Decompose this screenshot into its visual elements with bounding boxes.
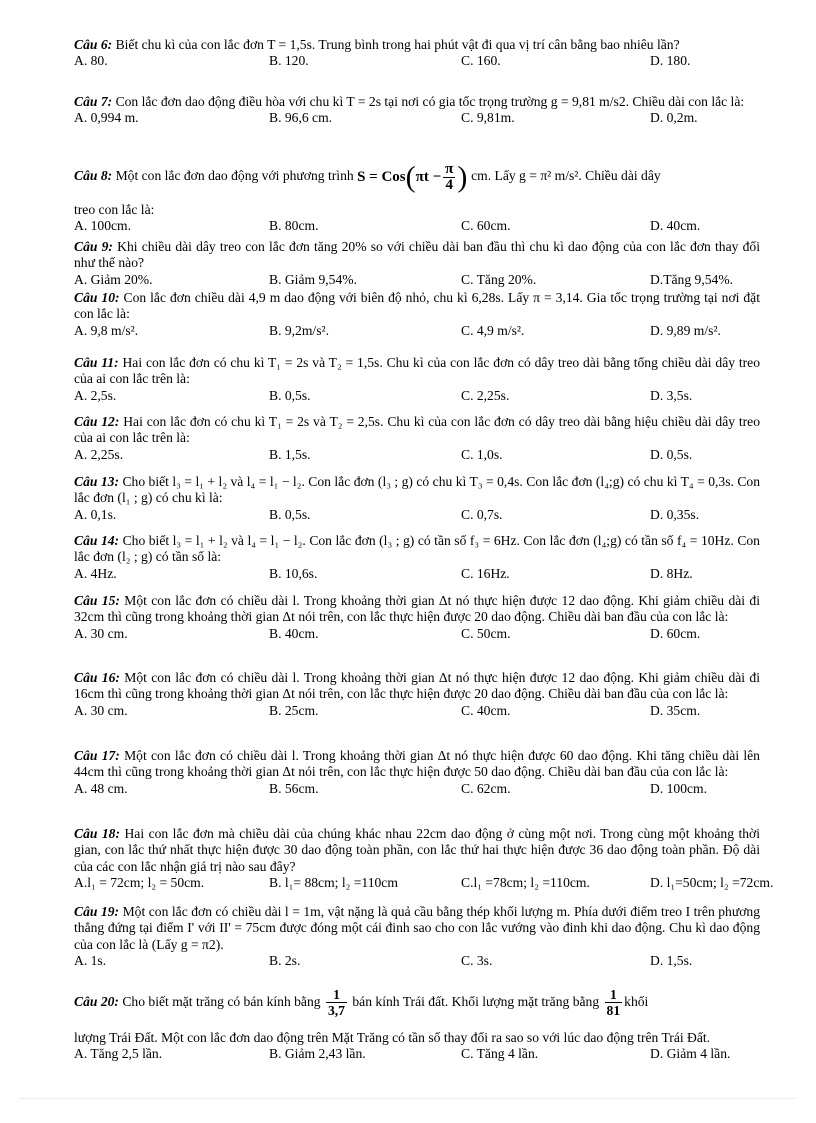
option-b: B. Giảm 2,43 lần. bbox=[269, 1046, 366, 1062]
option-b: B. 120. bbox=[269, 53, 309, 69]
question-stem: Cho biết l₃ = l₁ + l₂ và l₄ = l₁ − l₂. Con lắc đơn (l₃ ; g) có tần số f₃ = 6Hz. Con lắc đơn (l₄;g) có tần số f₄ = 10Hz. Con lắc đơn (l₂ ; g) có tần số là: bbox=[74, 533, 760, 565]
question-20 bbox=[74, 982, 760, 1063]
option-d: D. 35cm. bbox=[650, 702, 701, 718]
question-stem: Hai con lắc đơn có chu kì T₁ = 2s và T₂ = 1,5s. Chu kì của con lắc đơn có dây treo dài bằng tổng chiều dài dây treo của ai con lắc trên là: bbox=[74, 355, 760, 387]
question-19 bbox=[74, 904, 760, 970]
option-d: D. 180. bbox=[650, 53, 691, 69]
question-stem: Hai con lắc đơn mà chiều dài của chúng khác nhau 22cm dao động ở cùng một nơi. Trong cùng một khoảng thời gian, con lắc thứ nhất thực hiện được 30 dao động toàn phần, con lắc thứ hai thực hiện được 36 dao động toàn phần. Độ dài của các con lắc nhận giá trị nào sau đây? bbox=[74, 826, 760, 874]
option-b: B. 56cm. bbox=[269, 780, 319, 796]
option-c: C. 1,0s. bbox=[461, 446, 503, 462]
option-c: C. 4,9 m/s². bbox=[461, 322, 525, 338]
option-b: B. Giảm 9,54%. bbox=[269, 271, 357, 287]
question-label: Câu 12: bbox=[74, 414, 120, 429]
answer-options bbox=[74, 875, 774, 891]
fraction-denominator: 4 bbox=[445, 176, 454, 193]
question-stem-cont: cm. Lấy g = π² m/s². Chiều dài dây bbox=[471, 168, 661, 183]
option-a: A. 48 cm. bbox=[74, 780, 128, 796]
question-stem: Khi chiều dài dây treo con lắc đơn tăng 20% so với chiều dài ban đầu thì chu kì dao động của con lắc đơn thay đổi như thế nào? bbox=[74, 239, 760, 271]
answer-options bbox=[74, 566, 760, 582]
question-label: Câu 8: bbox=[74, 168, 113, 183]
option-a: A. 0,994 m. bbox=[74, 110, 139, 126]
option-c: C. 16Hz. bbox=[461, 565, 510, 581]
question-label: Câu 18: bbox=[74, 826, 121, 841]
option-d: D. 3,5s. bbox=[650, 387, 693, 403]
fraction-numerator: 1 bbox=[605, 987, 623, 1003]
option-d: D. 8Hz. bbox=[650, 565, 693, 581]
formula-mid: πt − bbox=[415, 168, 442, 185]
question-16 bbox=[74, 670, 760, 719]
answer-options bbox=[74, 781, 760, 797]
option-b: B. 40cm. bbox=[269, 625, 319, 641]
option-b: B. 10,6s. bbox=[269, 565, 318, 581]
question-7 bbox=[74, 94, 760, 127]
option-a: A.l₁ = 72cm; l₂ = 50cm. bbox=[74, 875, 205, 891]
question-stem-cont2: khối bbox=[624, 994, 649, 1009]
question-stem: Con lắc đơn dao động điều hòa với chu kì T = 2s tại nơi có gia tốc trọng trường g = 9,81 m/s2. Chiều dài con lắc là: bbox=[115, 94, 745, 109]
fraction-denominator: 3,7 bbox=[327, 1003, 345, 1019]
option-a: A. 100cm. bbox=[74, 218, 132, 234]
question-stem-cont3: lượng Trái Đất. Một con lắc đơn dao động trên Mặt Trăng có tần số thay đổi ra sao so với lúc dao động trên Trái Đất. bbox=[74, 1030, 711, 1045]
option-c: C. 40cm. bbox=[461, 702, 511, 718]
option-c: C. 0,7s. bbox=[461, 506, 503, 522]
question-9 bbox=[74, 239, 760, 288]
fraction-moon-mass bbox=[605, 987, 623, 1018]
option-c: C. 9,81m. bbox=[461, 110, 515, 126]
answer-options bbox=[74, 703, 760, 719]
question-stem: Một con lắc đơn dao động với phương trình bbox=[115, 168, 354, 183]
question-stem-cont: bán kính Trái đất. Khối lượng mặt trăng bằng bbox=[352, 994, 600, 1009]
option-c: C. 50cm. bbox=[461, 625, 511, 641]
option-a: A. 4Hz. bbox=[74, 565, 117, 581]
paren-open: ( bbox=[405, 160, 416, 194]
question-12 bbox=[74, 414, 760, 463]
formula-lhs: S = Cos bbox=[357, 168, 406, 185]
option-c: C. Tăng 4 lần. bbox=[461, 1046, 539, 1062]
fraction-numerator: 1 bbox=[326, 987, 347, 1003]
formula bbox=[357, 160, 471, 194]
question-label: Câu 11: bbox=[74, 355, 119, 370]
option-d: D. 100cm. bbox=[650, 780, 708, 796]
question-label: Câu 17: bbox=[74, 748, 120, 763]
option-c: C. 60cm. bbox=[461, 218, 511, 234]
fraction bbox=[443, 162, 455, 193]
option-b: B. 25cm. bbox=[269, 702, 319, 718]
option-a: A. 2,5s. bbox=[74, 387, 117, 403]
question-stem: Một con lắc đơn có chiều dài l. Trong khoảng thời gian Δt nó thực hiện được 12 dao động. Khi giảm chiều dài đi 32cm thì cũng trong khoảng thời gian Δt nói trên, con lắc thực hiện được 20 dao động. Chiều dài ban đầu của con lắc là: bbox=[74, 593, 760, 625]
answer-options bbox=[74, 953, 760, 969]
answer-options bbox=[74, 447, 760, 463]
option-d: D. 0,5s. bbox=[650, 446, 693, 462]
option-c: C. 62cm. bbox=[461, 780, 511, 796]
option-a: A. 0,1s. bbox=[74, 506, 117, 522]
question-11 bbox=[74, 355, 760, 404]
question-stem: Biết chu kì của con lắc đơn T = 1,5s. Trung bình trong hai phút vật đi qua vị trí cân bằng bao nhiêu lần? bbox=[115, 37, 680, 52]
question-label: Câu 16: bbox=[74, 670, 120, 685]
question-label: Câu 14: bbox=[74, 533, 120, 548]
option-c: C.l₁ =78cm; l₂ =110cm. bbox=[461, 875, 590, 891]
option-a: A. 2,25s. bbox=[74, 446, 124, 462]
question-label: Câu 13: bbox=[74, 474, 119, 489]
question-label: Câu 20: bbox=[74, 994, 119, 1009]
question-6 bbox=[74, 37, 760, 70]
question-stem: Một con lắc đơn có chiều dài l = 1m, vật nặng là quả cầu bằng thép khối lượng m. Phía dưới điểm treo I trên phương thẳng đứng tại điểm I' với II' = 75cm được đóng một cái đinh sao cho con lắc vướng vào đinh khi dao động. Chu kì dao động của con lắc là (Lấy g = π2). bbox=[74, 904, 760, 952]
fraction-moon-radius bbox=[326, 987, 347, 1018]
option-a: A. 1s. bbox=[74, 953, 107, 969]
question-17 bbox=[74, 748, 760, 797]
page-footer-divider bbox=[20, 1098, 796, 1099]
option-a: A. 30 cm. bbox=[74, 702, 128, 718]
option-c: C. 3s. bbox=[461, 953, 493, 969]
option-b: B. 9,2m/s². bbox=[269, 322, 329, 338]
answer-options bbox=[74, 388, 760, 404]
answer-options bbox=[74, 53, 760, 69]
option-b: B. 1,5s. bbox=[269, 446, 311, 462]
option-d: D. 0,35s. bbox=[650, 506, 700, 522]
option-b: B. l₁= 88cm; l₂ =110cm bbox=[269, 875, 398, 891]
question-stem: Cho biết l₃ = l₁ + l₂ và l₄ = l₁ − l₂. Con lắc đơn (l₃ ; g) có chu kì T₃ = 0,4s. Con lắc đơn (l₄;g) có chu kì T₄ = 0,3s. Con lắc đơn (l₁ ; g) có chu kì là: bbox=[74, 474, 760, 506]
answer-options bbox=[74, 1046, 760, 1062]
answer-options bbox=[74, 507, 760, 523]
option-d: D. 1,5s. bbox=[650, 953, 693, 969]
question-label: Câu 7: bbox=[74, 94, 113, 109]
question-label: Câu 19: bbox=[74, 904, 120, 919]
answer-options bbox=[74, 110, 760, 126]
question-label: Câu 6: bbox=[74, 37, 113, 52]
question-14 bbox=[74, 533, 760, 582]
question-stem-cont2: treo con lắc là: bbox=[74, 202, 155, 217]
question-stem: Con lắc đơn chiều dài 4,9 m dao động với biên độ nhỏ, chu kì 6,28s. Lấy π = 3,14. Gia tốc trọng trường tại nơi đặt con lắc là: bbox=[74, 290, 760, 322]
answer-options bbox=[74, 218, 760, 234]
option-b: B. 80cm. bbox=[269, 218, 319, 234]
question-label: Câu 15: bbox=[74, 593, 120, 608]
question-15 bbox=[74, 593, 760, 642]
option-d: D. 40cm. bbox=[650, 218, 701, 234]
fraction-numerator: π bbox=[445, 160, 454, 177]
option-d: D. 0,2m. bbox=[650, 110, 698, 126]
option-a: A. 80. bbox=[74, 53, 108, 69]
option-d: D. Giảm 4 lần. bbox=[650, 1046, 731, 1062]
option-a: A. 30 cm. bbox=[74, 625, 128, 641]
option-c: C. 2,25s. bbox=[461, 387, 510, 403]
option-a: A. Tăng 2,5 lần. bbox=[74, 1046, 163, 1062]
option-b: B. 96,6 cm. bbox=[269, 110, 333, 126]
option-d: D.Tăng 9,54%. bbox=[650, 271, 734, 287]
question-stem: Một con lắc đơn có chiều dài l. Trong khoảng thời gian Δt nó thực hiện được 12 dao động. Khi giảm chiều dài đi 16cm thì cũng trong khoảng thời gian Δt nói trên, con lắc thực hiện được 20 dao động. Chiều dài ban đầu của con lắc là: bbox=[74, 670, 760, 702]
fraction-denominator: 81 bbox=[606, 1003, 621, 1019]
option-a: A. Giảm 20%. bbox=[74, 271, 153, 287]
question-stem: Hai con lắc đơn có chu kì T₁ = 2s và T₂ = 2,5s. Chu kì của con lắc đơn có dây treo dài bằng hiệu chiều dài dây treo của ai con lắc trên là: bbox=[74, 414, 760, 446]
question-label: Câu 9: bbox=[74, 239, 113, 254]
option-b: B. 0,5s. bbox=[269, 506, 311, 522]
option-c: C. Tăng 20%. bbox=[461, 271, 537, 287]
question-10 bbox=[74, 290, 760, 339]
answer-options bbox=[74, 626, 760, 642]
option-d: D. 9,89 m/s². bbox=[650, 322, 721, 338]
question-stem: Một con lắc đơn có chiều dài l. Trong khoảng thời gian Δt nó thực hiện được 60 dao động. Khi tăng chiều dài lên 44cm thì cũng trong khoảng thời gian Δt nói trên, con lắc thực hiện được 50 dao động. Chiều dài ban đầu của con lắc là: bbox=[74, 748, 760, 780]
question-13 bbox=[74, 474, 760, 523]
question-8 bbox=[74, 155, 760, 235]
option-b: B. 0,5s. bbox=[269, 387, 311, 403]
option-a: A. 9,8 m/s². bbox=[74, 322, 139, 338]
question-label: Câu 10: bbox=[74, 290, 120, 305]
option-b: B. 2s. bbox=[269, 953, 301, 969]
option-c: C. 160. bbox=[461, 53, 501, 69]
question-18 bbox=[74, 826, 774, 892]
question-stem: Cho biết mặt trăng có bán kính bằng bbox=[122, 994, 321, 1009]
option-d: D. 60cm. bbox=[650, 625, 701, 641]
answer-options bbox=[74, 272, 760, 288]
paren-close: ) bbox=[457, 160, 468, 194]
option-d: D. l₁=50cm; l₂ =72cm. bbox=[650, 875, 774, 891]
answer-options bbox=[74, 323, 760, 339]
